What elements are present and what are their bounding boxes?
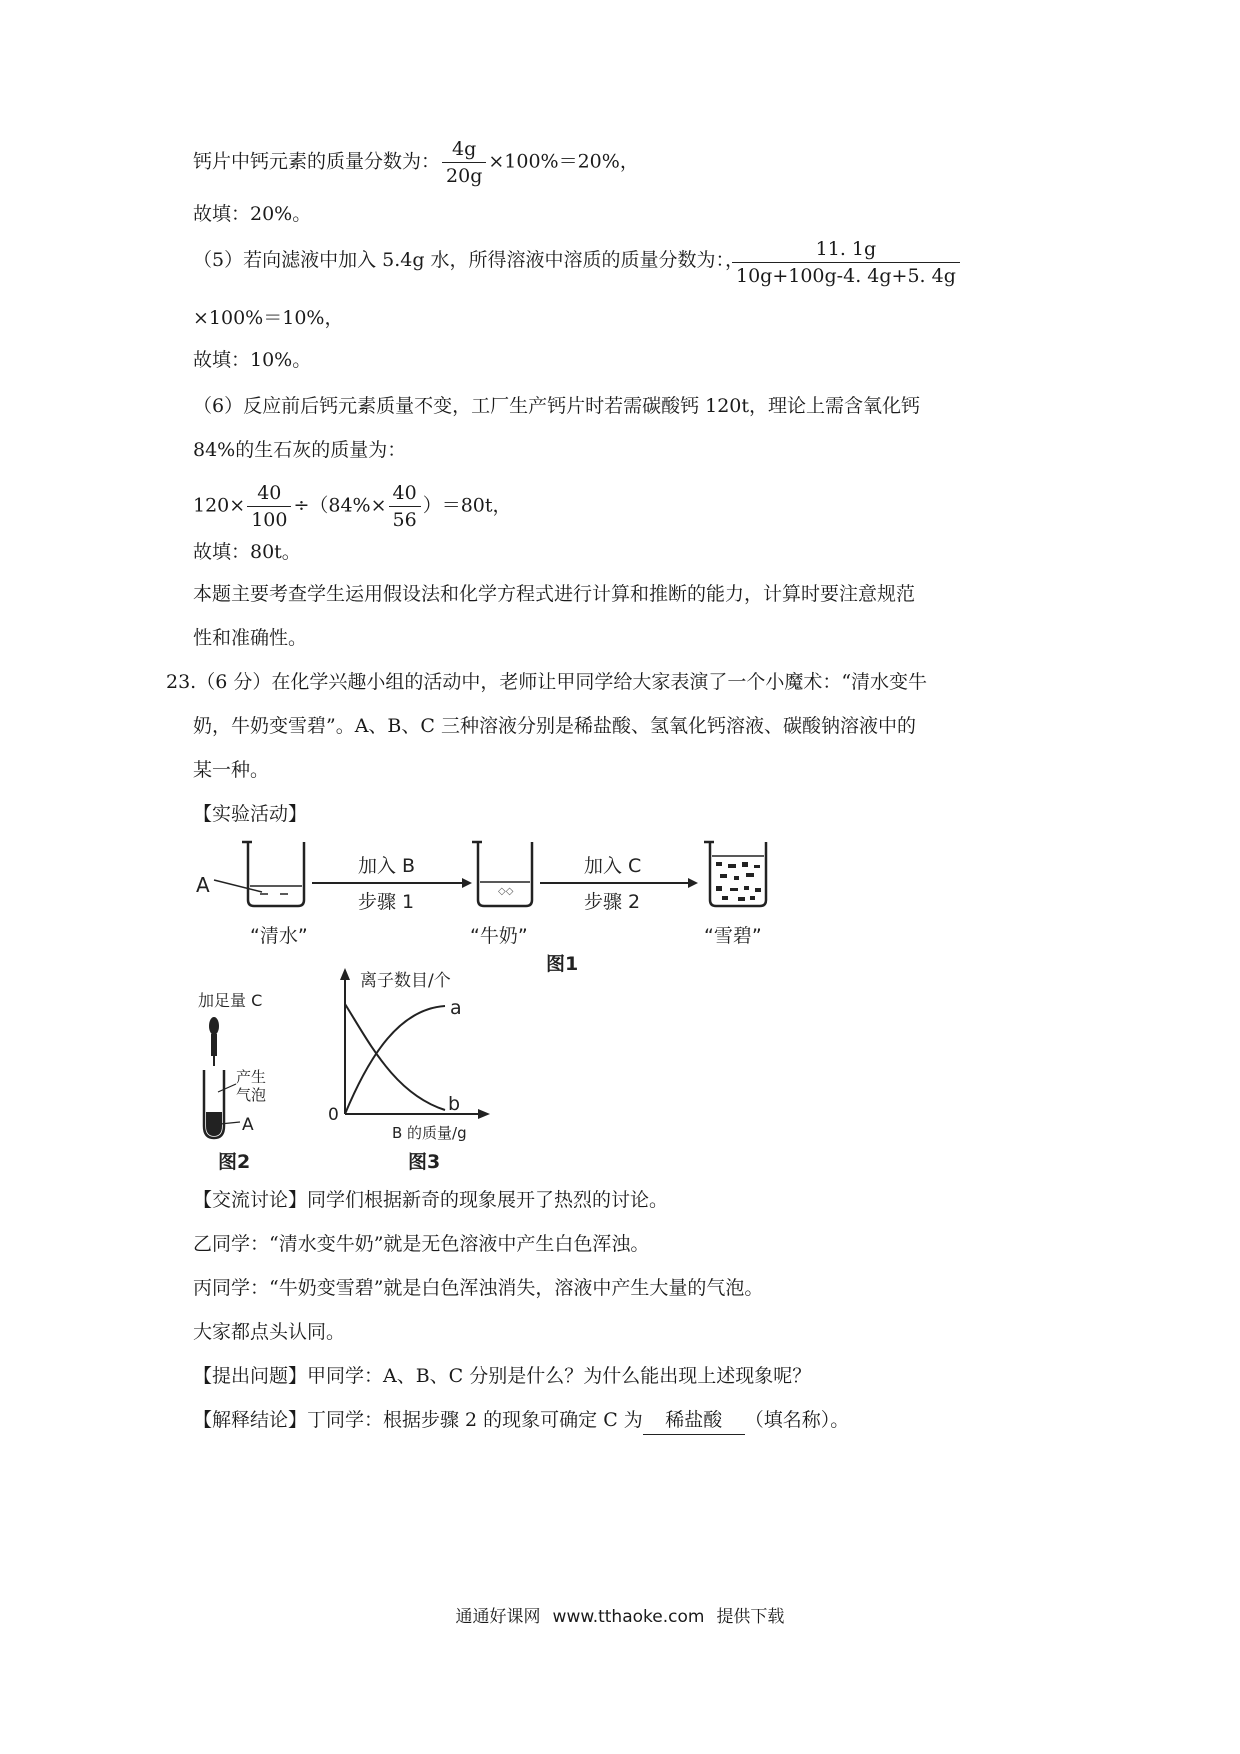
discussion-line1: 【交流讨论】同学们根据新奇的现象展开了热烈的讨论。	[193, 1189, 669, 1211]
footer-site: 通通好课网	[455, 1607, 541, 1627]
part6-calc	[193, 480, 512, 533]
part6-fraction-1	[247, 480, 291, 533]
q23-line3: 某一种。	[193, 759, 270, 781]
part5-prefix: （5）若向滤液中加入 5.4g 水，所得溶液中溶质的质量分数为：，	[193, 249, 745, 271]
fig2-label-a: A	[242, 1115, 254, 1135]
fig1-beaker2-label: “牛奶”	[470, 925, 528, 947]
part5-line	[193, 246, 744, 274]
part6-line2: 84%的生石灰的质量为：	[193, 439, 407, 461]
part5-fraction	[732, 236, 960, 289]
fraction-numerator: 4g	[442, 136, 486, 163]
fig1-beaker3-label: “雪碧”	[704, 925, 762, 947]
fraction-denominator: 20g	[446, 165, 483, 187]
curve-a	[345, 1006, 445, 1114]
dropper-icon	[209, 1017, 219, 1066]
summary-line2: 性和准确性。	[193, 627, 308, 649]
ca-fraction-suffix: ×100%＝20%，	[488, 150, 639, 173]
figure-2-diagram	[196, 986, 306, 1176]
beaker-clear-water	[214, 842, 304, 906]
fig1-caption: 图1	[546, 953, 579, 975]
part6-calc-prefix: 120×	[193, 494, 246, 517]
question-line: 【提出问题】甲同学：A、B、C 分别是什么？为什么能出现上述现象呢？	[193, 1365, 812, 1387]
beaker-milk	[472, 842, 532, 906]
test-tube-icon	[204, 1070, 240, 1138]
part5-fraction-wrap	[730, 236, 962, 289]
fig2-bubble-label-1: 产生	[236, 1068, 267, 1086]
answer-80t: 故填：80t。	[193, 541, 301, 563]
fig1-step2-top: 加入 C	[584, 855, 642, 877]
part5-continuation: ×100%＝10%，	[193, 307, 344, 329]
ca-fraction-line	[193, 136, 639, 189]
footer-url[interactable]: www.tthaoke.com	[552, 1607, 705, 1627]
fig1-beaker1-label: “清水”	[250, 925, 308, 947]
fraction-numerator: 11. 1g	[732, 236, 960, 263]
footer-note: 提供下载	[716, 1607, 785, 1627]
fig3-xlabel: B 的质量/g	[392, 1124, 467, 1142]
figure-1-diagram	[180, 836, 820, 976]
part6-line1: （6）反应前后钙元素质量不变，工厂生产钙片时若需碳酸钙 120t，理论上需含氧化钙	[193, 395, 921, 417]
beaker-soda	[704, 842, 766, 906]
discussion-line2: 乙同学：“清水变牛奶”就是无色溶液中产生白色浑浊。	[193, 1233, 650, 1255]
fig1-step1-top: 加入 B	[358, 855, 416, 877]
fraction-numerator: 40	[247, 480, 291, 507]
summary-line1: 本题主要考查学生运用假设法和化学方程式进行计算和推断的能力，计算时要注意规范	[193, 583, 916, 605]
fig3-curve-a-label: a	[450, 997, 462, 1019]
part6-calc-mid: ÷（84%×	[293, 494, 387, 517]
fig1-label-a: A	[196, 873, 210, 897]
activity-heading: 【实验活动】	[193, 803, 308, 825]
fig1-step2-bottom: 步骤 2	[584, 891, 641, 913]
answer-20-percent: 故填：20%。	[193, 203, 312, 225]
q23-line1: 23.（6 分）在化学兴趣小组的活动中，老师让甲同学给大家表演了一个小魔术：“清水变牛	[166, 671, 928, 693]
discussion-line4: 大家都点头认同。	[193, 1321, 346, 1343]
conclusion-prefix: 【解释结论】丁同学：根据步骤 2 的现象可确定 C 为	[193, 1409, 643, 1431]
fraction-denominator: 100	[251, 509, 288, 531]
fraction-denominator: 56	[392, 509, 417, 531]
part6-fraction-2	[389, 480, 421, 533]
conclusion-answer: 稀盐酸	[643, 1406, 745, 1435]
fig3-ylabel: 离子数目/个	[360, 971, 451, 991]
q23-line2: 奶，牛奶变雪碧”。A、B、C 三种溶液分别是稀盐酸、氢氧化钙溶液、碳酸钠溶液中的	[193, 715, 916, 737]
curve-b	[345, 1004, 445, 1110]
svg-text:◇◇: ◇◇	[498, 886, 514, 897]
page-footer	[0, 1602, 1240, 1627]
fraction-denominator: 10g+100g-4. 4g+5. 4g	[736, 265, 956, 287]
answer-10-percent: 故填：10%。	[193, 349, 312, 371]
fig3-caption: 图3	[408, 1151, 441, 1173]
part6-calc-suffix: ）＝80t，	[422, 494, 512, 517]
discussion-line3: 丙同学：“牛奶变雪碧”就是白色浑浊消失，溶液中产生大量的气泡。	[193, 1277, 764, 1299]
ca-fraction-prefix: 钙片中钙元素的质量分数为：	[193, 150, 441, 173]
fig2-bubble-label-2: 气泡	[236, 1086, 267, 1104]
ca-fraction	[442, 136, 486, 189]
figure-3-chart	[320, 964, 510, 1180]
conclusion-suffix: （填名称）。	[744, 1409, 850, 1431]
conclusion-line	[193, 1406, 849, 1435]
fig1-step1-bottom: 步骤 1	[358, 891, 415, 913]
fraction-numerator: 40	[389, 480, 421, 507]
fig2-top-label: 加足量 C	[198, 991, 263, 1010]
fig2-caption: 图2	[218, 1151, 251, 1173]
fig3-curve-b-label: b	[448, 1093, 461, 1115]
fig3-origin: 0	[328, 1105, 339, 1125]
